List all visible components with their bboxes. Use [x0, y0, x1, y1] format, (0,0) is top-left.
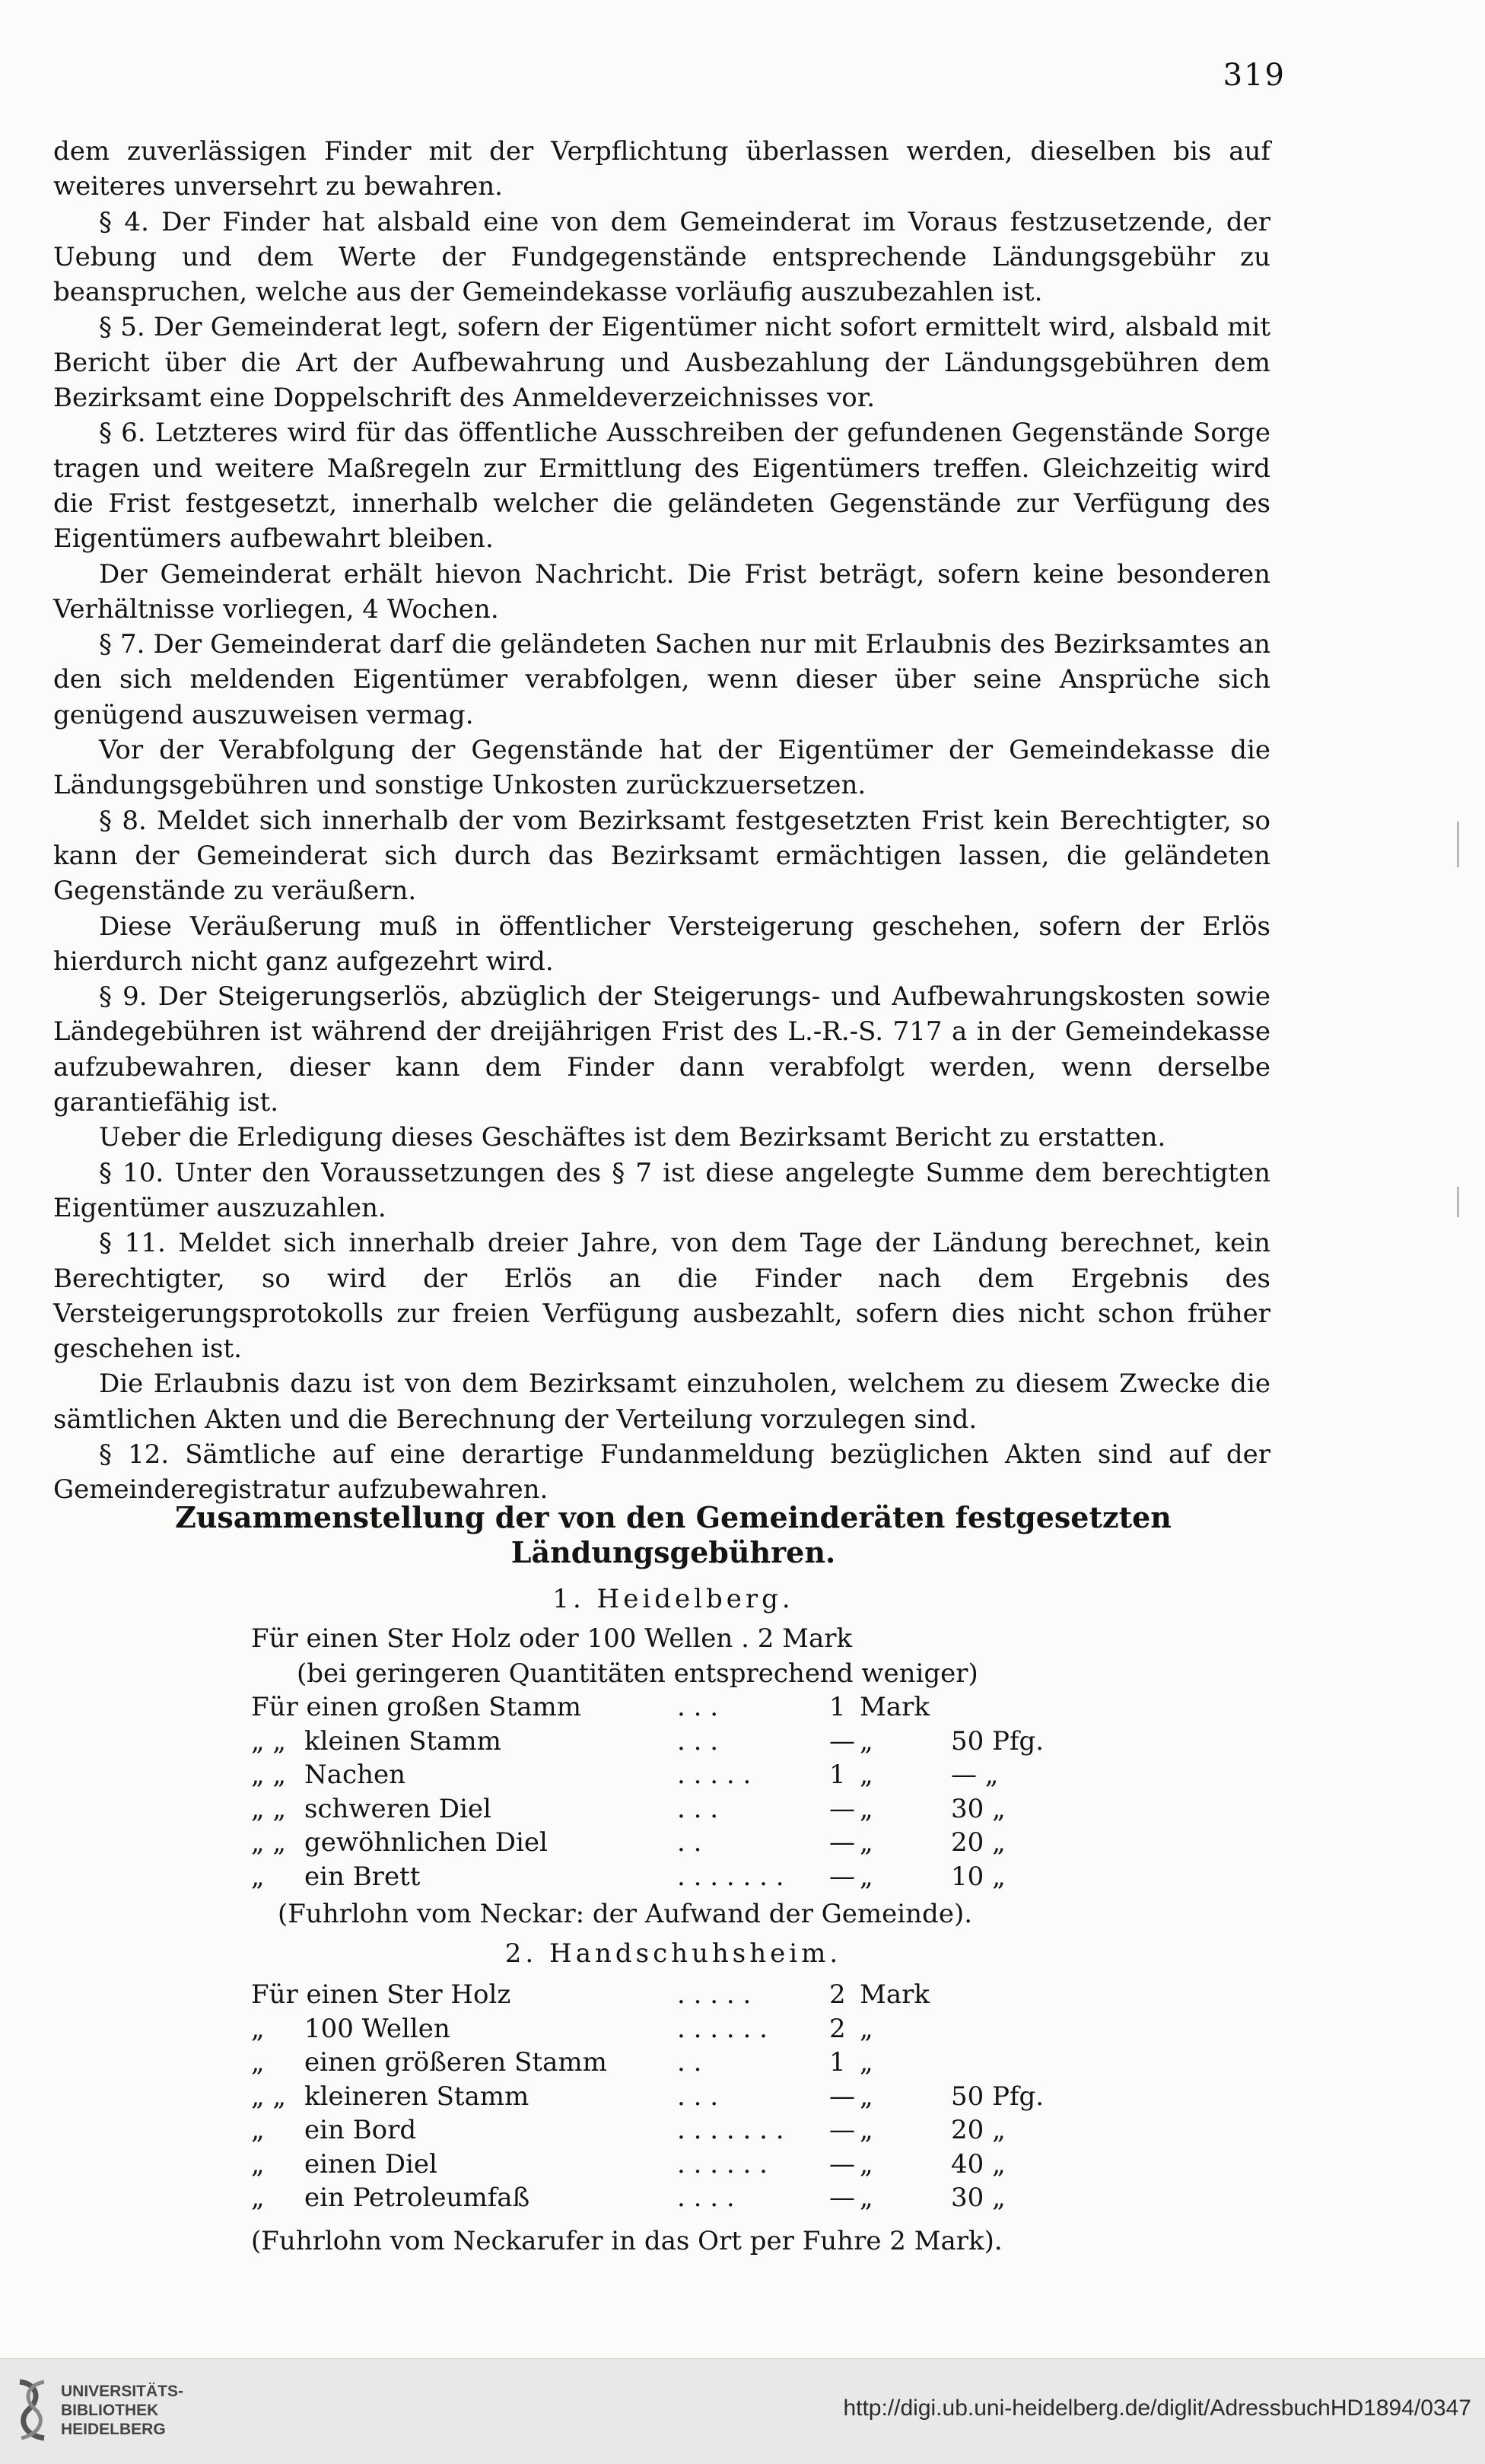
paragraph: § 5. Der Gemeinderat legt, sofern der Eigentümer nicht sofort ermittelt wird, alsbald mit Bericht über die Art der Aufbewahrung und Ausbezahlung der Ländungsgebühren dem Bezirksamt eine Doppelschrift des Anmeldeverzeichnisses vor.	[53, 312, 1270, 414]
fee-pf: 40 „	[951, 2148, 1006, 2179]
fee-unit: „	[860, 2148, 873, 2179]
fee-row	[251, 2148, 1126, 2182]
fee-dots: . . . . . . .	[677, 1861, 784, 1892]
fee-pf: 10 „	[951, 1861, 1006, 1892]
fee-dots: . .	[677, 1827, 702, 1858]
body-text	[53, 134, 1270, 1508]
fee-unit: „	[860, 2013, 873, 2044]
fee-ditto: „ „	[251, 1827, 287, 1858]
handschuhsheim-footer-note: (Fuhrlohn vom Neckarufer in das Ort per Fuhre 2 Mark).	[251, 2226, 1003, 2256]
fee-unit: „	[860, 2183, 873, 2213]
fee-dots: . .	[677, 2047, 702, 2078]
paragraph: § 9. Der Steigerungserlös, abzüglich der Steigerungs- und Aufbewahrungskosten sowie Ländegebühren ist während der dreijährigen Frist des L.-R.-S. 717 a in der Gemeindekasse aufzubewahren, dieser kann dem Finder dann verabfolgt werden, wenn derselbe garantiefähig ist.	[53, 981, 1270, 1118]
paragraph: § 8. Meldet sich innerhalb der vom Bezirksamt festgesetzten Frist kein Berechtigter, so kann der Gemeinderat sich durch das Bezirksamt ermächtigen lassen, die geländeten Gegenstände zu veräußern.	[53, 805, 1270, 907]
fee-pf: — „	[951, 1760, 999, 1790]
fee-mark: —	[829, 1827, 855, 1858]
fee-mark: —	[829, 1861, 855, 1892]
fee-dots: . . . . . .	[677, 2148, 768, 2179]
fee-mark: —	[829, 2081, 855, 2112]
fee-unit: „	[860, 1827, 873, 1858]
fee-ditto: „	[251, 2013, 265, 2044]
fee-row	[251, 2181, 1126, 2215]
fee-row	[251, 1978, 1126, 2012]
fee-unit: „	[860, 1793, 873, 1824]
fee-unit: „	[860, 1725, 873, 1757]
fee-mark: —	[829, 1725, 855, 1757]
source-url-link[interactable]: http://digi.ub.uni-heidelberg.de/diglit/AdressbuchHD1894/0347	[843, 2396, 1471, 2421]
paragraph: § 11. Meldet sich innerhalb dreier Jahre, von dem Tage der Ländung berechnet, kein Berechtigter, so wird der Erlös an die Finder nach dem Ergebnis des Versteigerungsprotokolls zur freien Verfügung ausbezahlt, sofern dies nicht schon früher geschehen ist.	[53, 1228, 1270, 1365]
fee-ditto: „ „	[251, 1725, 287, 1757]
fee-dots: . . . . . .	[677, 2013, 768, 2044]
fee-unit: „	[860, 2115, 873, 2145]
fee-label: ein Bord	[304, 2115, 417, 2145]
fee-mark: 1	[829, 1692, 846, 1722]
fee-row	[251, 1826, 1126, 1860]
fee-ditto: „ „	[251, 1760, 287, 1790]
fee-label: gewöhnlichen Diel	[304, 1827, 548, 1858]
fee-unit: „	[860, 1760, 873, 1790]
fee-mark: —	[829, 2115, 855, 2145]
fee-ditto: „	[251, 2115, 265, 2145]
fee-pf: 30 „	[951, 1793, 1006, 1824]
fee-mark: —	[829, 2183, 855, 2213]
paragraph: Ueber die Erledigung dieses Geschäftes ist dem Bezirksamt Bericht zu erstatten.	[99, 1122, 1166, 1153]
heidelberg-footer-note: (Fuhrlohn vom Neckar: der Aufwand der Gemeinde).	[278, 1899, 973, 1929]
logo-line: UNIVERSITÄTS-	[61, 2383, 184, 2400]
fee-dots: . . . . . . .	[677, 2115, 784, 2145]
fee-label: einen Diel	[304, 2148, 437, 2179]
heidelberg-title: 1. Heidelberg.	[552, 1584, 794, 1614]
fee-label: Nachen	[304, 1760, 405, 1790]
fee-dots: . . .	[677, 1793, 719, 1824]
paragraph: Der Gemeinderat erhält hievon Nachricht. Die Frist beträgt, sofern keine besonderen Verhältnisse vorliegen, 4 Wochen.	[53, 558, 1270, 625]
fee-mark: 1	[829, 2047, 846, 2078]
fee-dots: . . . . .	[677, 1760, 752, 1790]
fee-ditto: „	[251, 2183, 265, 2213]
fee-ditto: „	[251, 2148, 265, 2179]
fee-pf: 20 „	[951, 1827, 1006, 1858]
fee-dots: . . .	[677, 1725, 719, 1757]
heading-line-2: Ländungsgebühren.	[510, 1535, 836, 1569]
handschuhsheim-title: 2. Handschuhsheim.	[504, 1938, 842, 1969]
fee-ditto: „	[251, 2047, 265, 2078]
fee-pf: 20 „	[951, 2115, 1006, 2145]
fee-label: kleineren Stamm	[304, 2081, 529, 2112]
scan-margin-mark	[1457, 822, 1459, 867]
fee-unit: „	[860, 1861, 873, 1892]
fee-mark: 2	[829, 1979, 846, 2010]
library-footer	[0, 2358, 1485, 2464]
library-logo-icon	[14, 2376, 50, 2444]
fee-pf: 50 Pfg.	[951, 1725, 1045, 1757]
fee-row	[251, 2113, 1126, 2148]
paragraph: Die Erlaubnis dazu ist von dem Bezirksamt einzuholen, welchem zu diesem Zwecke die sämtlichen Akten und die Berechnung der Verteilung vorzulegen sind.	[53, 1369, 1270, 1435]
fee-ditto: „ „	[251, 1793, 287, 1824]
fee-mark: 1	[829, 1760, 846, 1790]
fee-row	[251, 1792, 1126, 1827]
fee-label: Für einen Ster Holz	[251, 1979, 511, 2010]
fee-row	[251, 2080, 1126, 2114]
fee-label: kleinen Stamm	[304, 1725, 501, 1757]
fee-label: 100 Wellen	[304, 2013, 450, 2044]
paragraph: dem zuverlässigen Finder mit der Verpflichtung überlassen werden, dieselben bis auf weiteres unversehrt zu bewahren.	[53, 136, 1270, 202]
fee-row	[251, 1725, 1126, 1759]
heidelberg-fee-table	[251, 1690, 1126, 1893]
fee-unit: „	[860, 2047, 873, 2078]
fee-label: ein Brett	[304, 1861, 421, 1892]
fee-row	[251, 1758, 1126, 1792]
fee-dots: . . . .	[677, 2183, 735, 2213]
paragraph: § 4. Der Finder hat alsbald eine von dem Gemeinderat im Voraus festzusetzende, der Uebung und dem Werte der Fundgegenstände entsprechende Ländungsgebühr zu beanspruchen, welche aus der Gemeindekasse vorläufig auszubezahlen ist.	[53, 206, 1270, 308]
logo-line: HEIDELBERG	[61, 2421, 166, 2438]
library-logo-text	[61, 2382, 183, 2439]
fee-pf: 50 Pfg.	[951, 2081, 1045, 2112]
paragraph: Diese Veräußerung muß in öffentlicher Versteigerung geschehen, sofern der Erlös hierdurch nicht ganz aufgezehrt wird.	[53, 911, 1270, 977]
fee-mark: 2	[829, 2013, 846, 2044]
fee-row	[251, 2012, 1126, 2046]
scan-margin-mark	[1457, 1187, 1459, 1217]
paragraph: § 12. Sämtliche auf eine derartige Fundanmeldung bezüglichen Akten sind auf der Gemeinderegistratur aufzubewahren.	[53, 1439, 1270, 1505]
fee-dots: . . . . .	[677, 1979, 752, 2010]
fee-unit: Mark	[860, 1979, 930, 2010]
fee-ditto: „	[251, 1861, 265, 1892]
fee-label: Für einen großen Stamm	[251, 1692, 581, 1722]
paragraph: Vor der Verabfolgung der Gegenstände hat der Eigentümer der Gemeindekasse die Ländungsgebühren und sonstige Unkosten zurückzuersetzen.	[53, 735, 1270, 801]
paragraph: § 7. Der Gemeinderat darf die geländeten Sachen nur mit Erlaubnis des Bezirksamtes an den sich meldenden Eigentümer verabfolgen, wenn dieser über seine Ansprüche sich genügend auszuweisen vermag.	[53, 629, 1270, 730]
fee-dots: . . .	[677, 2081, 719, 2112]
fee-ditto: „ „	[251, 2081, 287, 2112]
heidelberg-first-note: (bei geringeren Quantitäten entsprechend weniger)	[297, 1658, 978, 1689]
heading-line-1: Zusammenstellung der von den Gemeinderäten festgesetzten	[175, 1500, 1172, 1534]
fee-label: einen größeren Stamm	[304, 2047, 607, 2078]
heidelberg-first-line: Für einen Ster Holz oder 100 Wellen . 2 Mark	[251, 1623, 853, 1654]
paragraph: § 10. Unter den Voraussetzungen des § 7 ist diese angelegte Summe dem berechtigten Eigentümer auszuzahlen.	[53, 1157, 1270, 1223]
handschuhsheim-fee-table	[251, 1978, 1126, 2215]
logo-line: BIBLIOTHEK	[61, 2402, 159, 2419]
section-heading	[160, 1500, 1187, 1570]
page-number: 319	[1223, 58, 1286, 93]
fee-row	[251, 1860, 1126, 1894]
fee-pf: 30 „	[951, 2183, 1006, 2213]
fee-label: ein Petroleumfaß	[304, 2183, 530, 2213]
fee-label: schweren Diel	[304, 1793, 491, 1824]
fee-row	[251, 1690, 1126, 1725]
fee-mark: —	[829, 2148, 855, 2179]
fee-mark: —	[829, 1793, 855, 1824]
fee-dots: . . .	[677, 1692, 719, 1722]
paragraph: § 6. Letzteres wird für das öffentliche Ausschreiben der gefundenen Gegenstände Sorge tragen und weitere Maßregeln zur Ermittlung des Eigentümers treffen. Gleichzeitig wird die Frist festgesetzt, innerhalb welcher die geländeten Gegenstände zur Verfügung des Eigentümers aufbewahrt bleiben.	[53, 418, 1270, 555]
fee-row	[251, 2046, 1126, 2080]
fee-unit: Mark	[860, 1692, 930, 1722]
fee-unit: „	[860, 2081, 873, 2112]
